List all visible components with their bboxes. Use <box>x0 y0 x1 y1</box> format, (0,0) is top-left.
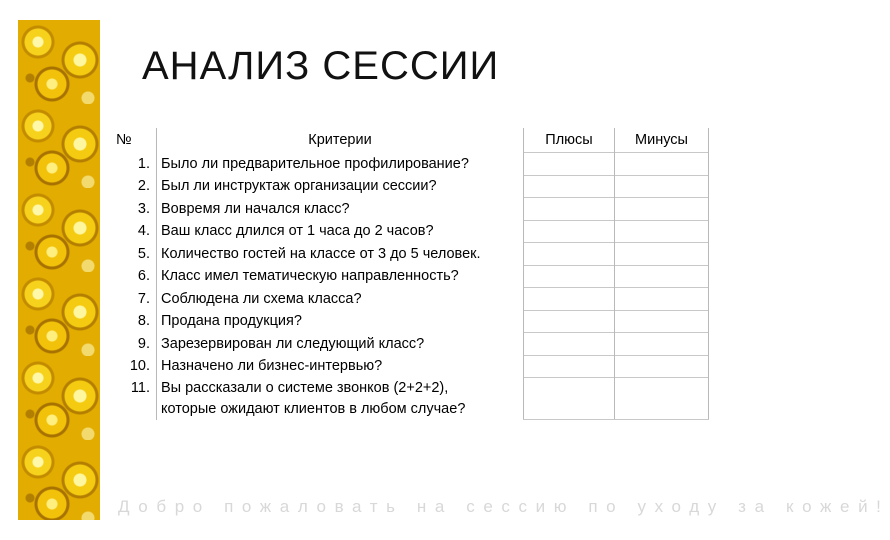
header-plus: Плюсы <box>524 128 615 153</box>
table-row <box>112 333 709 356</box>
table-row <box>112 243 709 266</box>
minus-cell[interactable] <box>615 153 709 176</box>
row-number: 1. <box>137 155 150 172</box>
minus-cell[interactable] <box>615 265 709 288</box>
plus-cell[interactable] <box>524 355 615 378</box>
row-number: 3. <box>137 200 150 217</box>
table-row <box>112 175 709 198</box>
table-row <box>112 220 709 243</box>
row-criterion: Зарезервирован ли следующий класс? <box>157 333 524 356</box>
row-number: 6. <box>137 268 150 285</box>
minus-cell[interactable] <box>615 198 709 221</box>
table-row <box>112 378 709 420</box>
minus-cell[interactable] <box>615 378 709 420</box>
minus-cell[interactable] <box>615 288 709 311</box>
row-criterion: Был ли инструктаж организации сессии? <box>157 175 524 198</box>
footer-welcome-text: Добро пожаловать на сессию по уходу за кожей! <box>118 497 890 516</box>
minus-cell[interactable] <box>615 333 709 356</box>
row-criterion: Было ли предварительное профилирование? <box>157 153 524 176</box>
row-criterion: Соблюдена ли схема класса? <box>157 288 524 311</box>
plus-cell[interactable] <box>524 153 615 176</box>
row-criterion: Продана продукция? <box>157 310 524 333</box>
row-number: 5. <box>137 245 150 262</box>
plus-cell[interactable] <box>524 243 615 266</box>
plus-cell[interactable] <box>524 175 615 198</box>
row-criterion <box>157 378 524 420</box>
table-row <box>112 355 709 378</box>
row-criterion-line-1: Вы рассказали о системе звонков (2+2+2), <box>161 379 449 396</box>
row-number: 9. <box>137 335 150 352</box>
table-row <box>112 265 709 288</box>
minus-cell[interactable] <box>615 243 709 266</box>
table-row <box>112 310 709 333</box>
row-criterion: Количество гостей на классе от 3 до 5 человек. <box>157 243 524 266</box>
row-number: 8. <box>137 313 150 330</box>
row-criterion: Назначено ли бизнес-интервью? <box>157 355 524 378</box>
plus-cell[interactable] <box>524 220 615 243</box>
minus-cell[interactable] <box>615 310 709 333</box>
row-number: 10. <box>129 358 150 375</box>
session-analysis-table <box>112 128 709 420</box>
plus-cell[interactable] <box>524 333 615 356</box>
plus-cell[interactable] <box>524 288 615 311</box>
page-title: АНАЛИЗ СЕССИИ <box>142 44 500 88</box>
row-number: 11. <box>130 379 150 396</box>
row-criterion-line-2: которые ожидают клиентов в любом случае? <box>161 400 466 417</box>
row-criterion: Вовремя ли начался класс? <box>157 198 524 221</box>
plus-cell[interactable] <box>524 310 615 333</box>
header-number: № <box>116 132 132 149</box>
row-number: 4. <box>137 223 150 240</box>
table-row <box>112 198 709 221</box>
row-criterion: Ваш класс длился от 1 часа до 2 часов? <box>157 220 524 243</box>
table-row <box>112 153 709 176</box>
row-number: 7. <box>137 290 150 307</box>
row-number: 2. <box>137 178 150 195</box>
table-row <box>112 288 709 311</box>
row-criterion: Класс имел тематическую направленность? <box>157 265 524 288</box>
plus-cell[interactable] <box>524 378 615 420</box>
roses-decoration-image <box>18 20 100 520</box>
plus-cell[interactable] <box>524 265 615 288</box>
plus-cell[interactable] <box>524 198 615 221</box>
minus-cell[interactable] <box>615 355 709 378</box>
minus-cell[interactable] <box>615 175 709 198</box>
table-header-row <box>112 128 709 153</box>
minus-cell[interactable] <box>615 220 709 243</box>
header-criteria: Критерии <box>157 128 524 153</box>
header-minus: Минусы <box>615 128 709 153</box>
